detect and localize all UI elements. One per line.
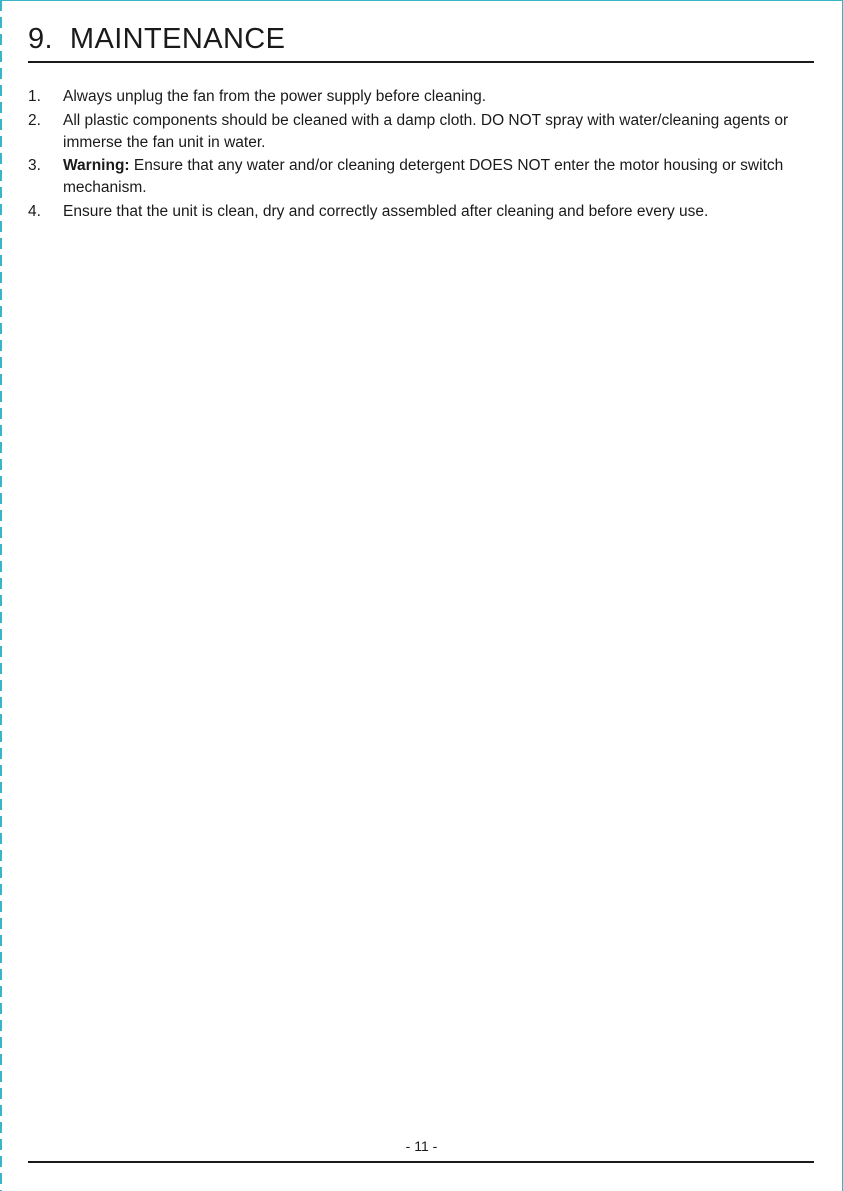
step-text: All plastic components should be cleaned with a damp cloth. DO NOT spray with water/cleaning agents or immerse the fan unit in water. [63,111,789,151]
step-text-warning [63,155,818,199]
step-text: Ensure that the unit is clean, dry and correctly assembled after cleaning and before every use. [63,202,709,220]
page-frame-left-dashed [0,0,2,1191]
page-number: - 11 - [405,1138,438,1154]
page-frame-top [0,0,843,1]
section-number: 9. [28,23,53,55]
list-item [28,201,818,223]
maintenance-steps-list [28,86,818,224]
warning-text: Ensure that any water and/or cleaning detergent DOES NOT enter the motor housing or switch mechanism. [63,157,784,196]
page-title [28,20,285,58]
title-divider [28,61,814,63]
step-number: 1. [28,88,41,105]
footer-divider [28,1161,814,1163]
warning-label: Warning: [63,157,130,174]
step-number: 3. [28,157,41,174]
step-text: Always unplug the fan from the power supply before cleaning. [63,88,487,105]
list-item [28,110,818,154]
step-number: 4. [28,202,41,220]
section-title: MAINTENANCE [69,23,286,55]
list-item [28,155,818,199]
step-number: 2. [28,111,41,129]
list-item [28,86,818,108]
